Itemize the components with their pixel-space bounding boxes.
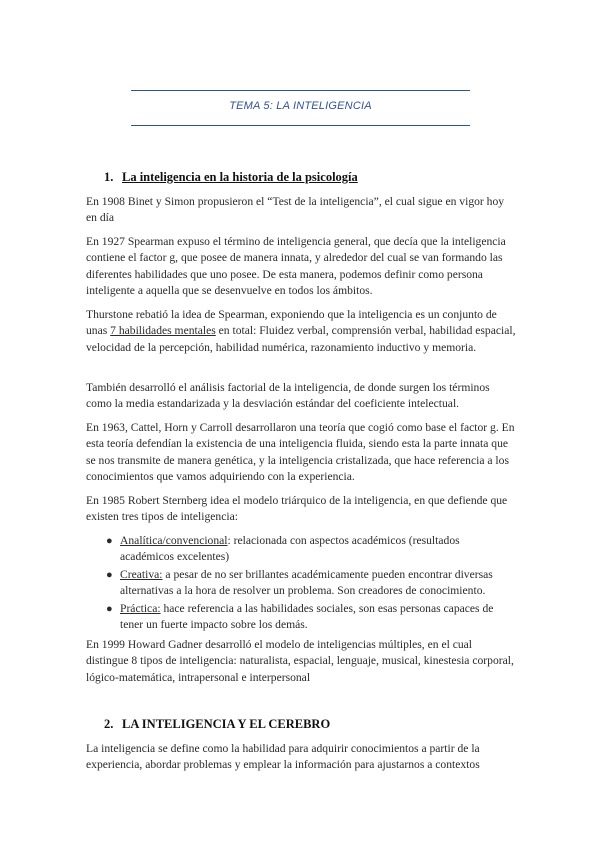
section-1-number: 1. [104, 170, 114, 184]
bullet-text: a pesar de no ser brillantes académicamente pueden encontrar diversas alternativas a la hora de resolver un problema. Son creadores de conocimiento. [120, 567, 493, 598]
title-bottom-rule [131, 125, 470, 126]
list-item [86, 533, 516, 566]
paragraph-definition: La inteligencia se define como la habilidad para adquirir conocimientos a partir de la experiencia, abordar problemas y emplear la información para ajustarnos a contextos [86, 742, 480, 772]
section-2-title: LA INTELIGENCIA Y EL CEREBRO [122, 717, 331, 731]
bullet-term: Analítica/convencional [120, 534, 228, 547]
bullet-text: : relacionada con aspectos académicos (resultados académicos excelentes) [120, 534, 460, 564]
title-top-rule [131, 90, 470, 91]
thurstone-text-2: en total: Fluidez verbal, comprensión verbal, habilidad espacial, velocidad de la percepción, habilidad numérica, razonamiento inductivo y memoria. [86, 324, 516, 354]
page-title: TEMA 5: LA INTELIGENCIA [229, 100, 372, 112]
paragraph-spearman: En 1927 Spearman expuso el término de inteligencia general, que decía que la inteligencia contiene el factor g, que posee de manera innata, y alrededor del cual se van formando las diferentes habilidades que uno posee. De esta manera, podemos definir como persona inteligente a aquella que se desenvuelve en todos los ámbitos. [86, 235, 506, 298]
bullet-icon: ● [106, 602, 113, 615]
sternberg-bullet-list [86, 533, 516, 634]
bullet-icon: ● [106, 535, 113, 547]
list-item [86, 567, 516, 600]
paragraph-factorial: También desarrolló el análisis factorial de la inteligencia, de donde surgen los términos como la media estandarizada y la desviación estándar del coeficiente intelectual. [86, 381, 490, 411]
thurstone-link: 7 habilidades mentales [110, 324, 216, 338]
bullet-text: hace referencia a las habilidades sociales, son esas personas capaces de tener un fuerte impacto sobre los demás. [120, 601, 494, 632]
list-item [86, 601, 516, 634]
thurstone-text-1: Thurstone rebatió la idea de Spearman, exponiendo que la inteligencia es un conjunto de unas [86, 308, 497, 338]
paragraph-cattel: En 1963, Cattel, Horn y Carroll desarrollaron una teoría que cogió como base el factor g. En esta teoría defendían la existencia de una inteligencia fluida, siendo esta la parte innata que se nos transmite de manera genética, y la inteligencia cristalizada, que hace referencia a los conocimientos que vamos adquiriendo con la experiencia. [86, 421, 515, 484]
section-2-heading [104, 717, 330, 732]
paragraph-sternberg: En 1985 Robert Sternberg idea el modelo triárquico de la inteligencia, en que defiende que existen tres tipos de inteligencia: [86, 494, 508, 524]
bullet-term: Creativa: [120, 567, 163, 581]
paragraph-gadner: En 1999 Howard Gadner desarrolló el modelo de inteligencias múltiples, en el cual distingue 8 tipos de inteligencia: naturalista, espacial, lenguaje, musical, kinestesia corporal, lógico-matemática, intrapersonal e interpersonal [86, 638, 514, 684]
paragraph-binet: En 1908 Binet y Simon propusieron el “Test de la inteligencia”, el cual sigue en vigor hoy en día [86, 195, 505, 225]
bullet-term: Práctica: [120, 601, 161, 615]
section-1-title: La inteligencia en la historia de la psicología [122, 170, 358, 184]
paragraph-thurstone [86, 307, 516, 356]
section-2-number: 2. [104, 717, 114, 731]
bullet-icon: ● [106, 568, 113, 581]
section-1-heading [104, 170, 358, 185]
